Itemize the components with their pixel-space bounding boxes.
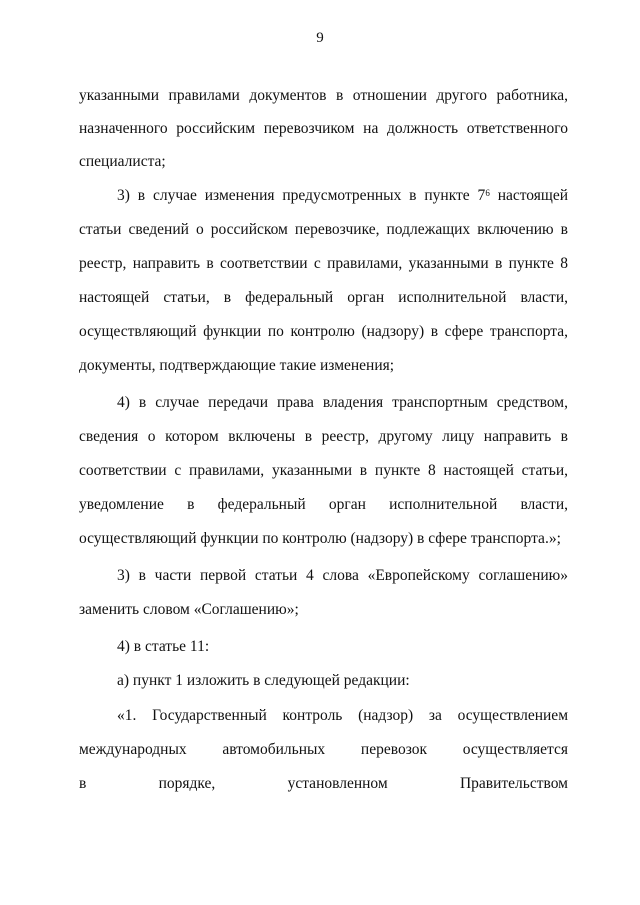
page-number: 9 [316, 30, 324, 46]
text-line: заменить словом «Соглашению»; [79, 601, 299, 618]
text-line: статьи сведений о российском перевозчике, подлежащих включению в [79, 221, 568, 238]
text-line: сведения о котором включены в реестр, другому лицу направить в [79, 428, 568, 445]
text-line: специалиста; [79, 153, 166, 170]
text-line-part: 3) в случае изменения предусмотренных в пункте 7 [117, 187, 486, 204]
text-line: 3) в части первой статьи 4 слова «Европейскому соглашению» [117, 567, 568, 584]
text-line: 4) в случае передачи права владения транспортным средством, [117, 394, 568, 411]
text-line [117, 186, 568, 206]
text-line: в порядке, установленном Правительством [79, 775, 568, 792]
text-line: настоящей статьи, в федеральный орган исполнительной власти, [79, 289, 568, 306]
text-line: «1. Государственный контроль (надзор) за осуществлением [117, 707, 568, 724]
text-line-part: настоящей [497, 187, 569, 204]
text-line: осуществляющий функции по контролю (надзору) в сфере транспорта, [79, 323, 568, 340]
text-line: 4) в статье 11: [117, 638, 210, 655]
text-line: реестр, направить в соответствии с правилами, указанными в пункте 8 [79, 255, 568, 272]
text-line: указанными правилами документов в отношении другого работника, [79, 87, 568, 104]
text-line: назначенного российским перевозчиком на должность ответственного [79, 120, 568, 137]
text-line: осуществляющий функции по контролю (надзору) в сфере транспорта.»; [79, 530, 561, 547]
text-line: а) пункт 1 изложить в следующей редакции: [117, 672, 410, 689]
text-line: соответствии с правилами, указанными в пункте 8 настоящей статьи, [79, 462, 568, 479]
text-line: уведомление в федеральный орган исполнительной власти, [79, 496, 568, 513]
text-line: международных автомобильных перевозок осуществляется [79, 741, 568, 758]
superscript: 6 [485, 188, 490, 198]
text-line: документы, подтверждающие такие изменения; [79, 357, 395, 374]
